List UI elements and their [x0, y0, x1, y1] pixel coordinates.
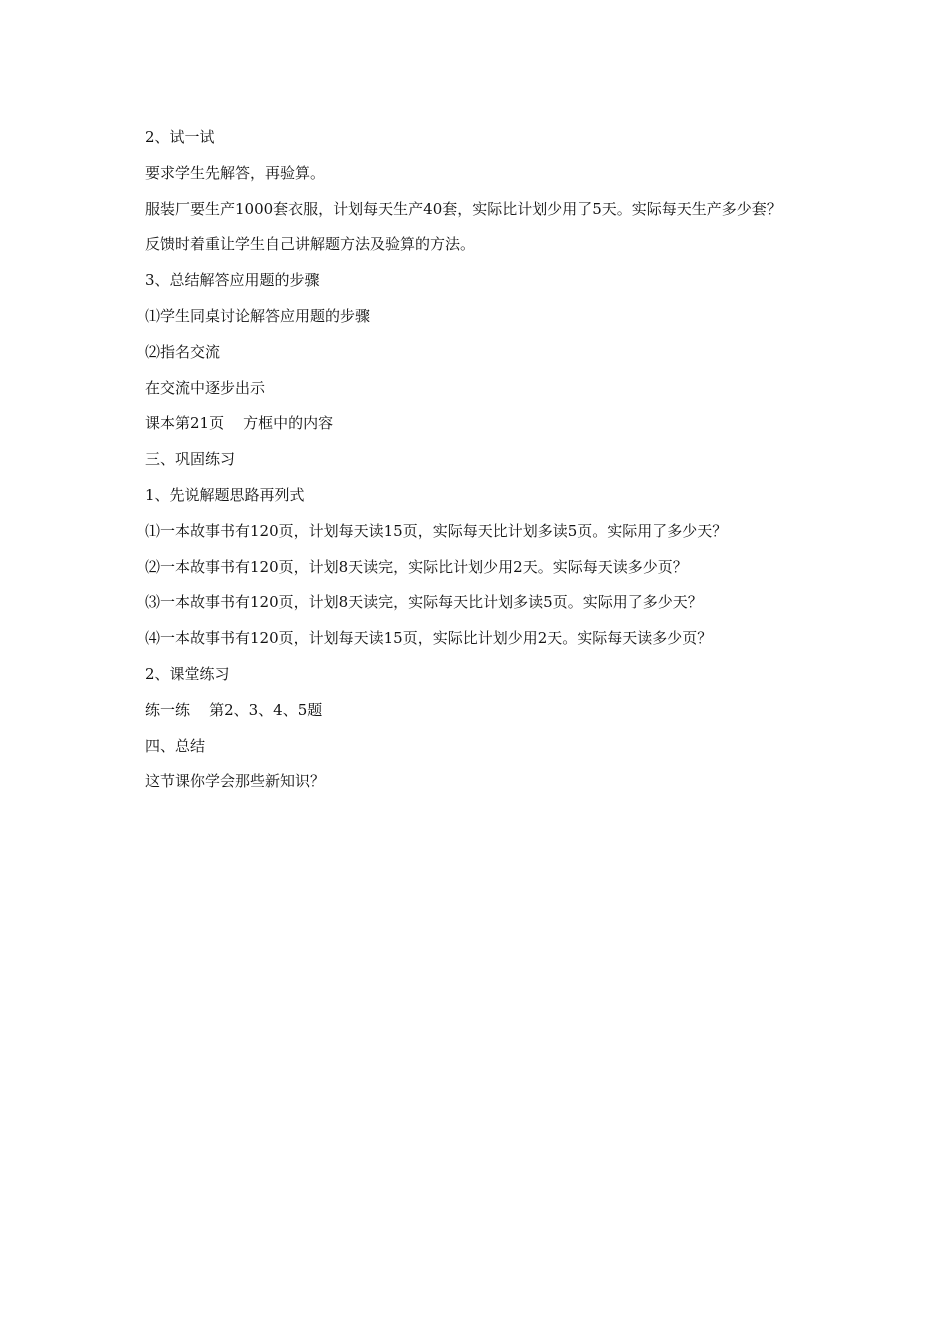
exchange-text: 在交流中逐步出示 — [145, 378, 266, 397]
exercise-item-2: ⑵一本故事书有120页，计划8天读完，实际比计划少用2天。实际每天读多少页？ — [145, 557, 688, 576]
heading-summary: 四、总结 — [145, 736, 206, 755]
heading-summarize-steps: 3、总结解答应用题的步骤 — [145, 271, 320, 290]
heading-try-it: 2、试一试 — [145, 128, 215, 146]
exercise-item-1: ⑴一本故事书有120页，计划每天读15页，实际每天比计划多读5页。实际用了多少天？ — [145, 521, 728, 540]
exercise-item-3: ⑶一本故事书有120页，计划8天读完，实际每天比计划多读5页。实际用了多少天？ — [145, 593, 703, 612]
heading-explain-then-solve: 1、先说解题思路再列式 — [145, 485, 305, 504]
heading-consolidation-practice: 三、巩固练习 — [145, 450, 236, 469]
step-item-1: ⑴学生同桌讨论解答应用题的步骤 — [145, 306, 371, 325]
step-item-2: ⑵指名交流 — [145, 342, 221, 361]
problem-clothing-factory: 服装厂要生产1000套衣服，计划每天生产40套，实际比计划少用了5天。实际每天生产多少套？ — [145, 199, 782, 218]
practice-reference: 练一练 第2、3、4、5题 — [145, 700, 323, 719]
feedback-text: 反馈时着重让学生自己讲解题方法及验算的方法。 — [145, 235, 476, 254]
document-body — [145, 125, 815, 805]
exercise-item-4: ⑷一本故事书有120页，计划每天读15页，实际比计划少用2天。实际每天读多少页？ — [145, 629, 713, 648]
heading-class-practice: 2、课堂练习 — [145, 664, 230, 683]
instruction-text: 要求学生先解答，再验算。 — [145, 163, 326, 182]
textbook-reference: 课本第21页 方框中的内容 — [145, 414, 334, 433]
summary-question: 这节课你学会那些新知识？ — [145, 772, 326, 791]
